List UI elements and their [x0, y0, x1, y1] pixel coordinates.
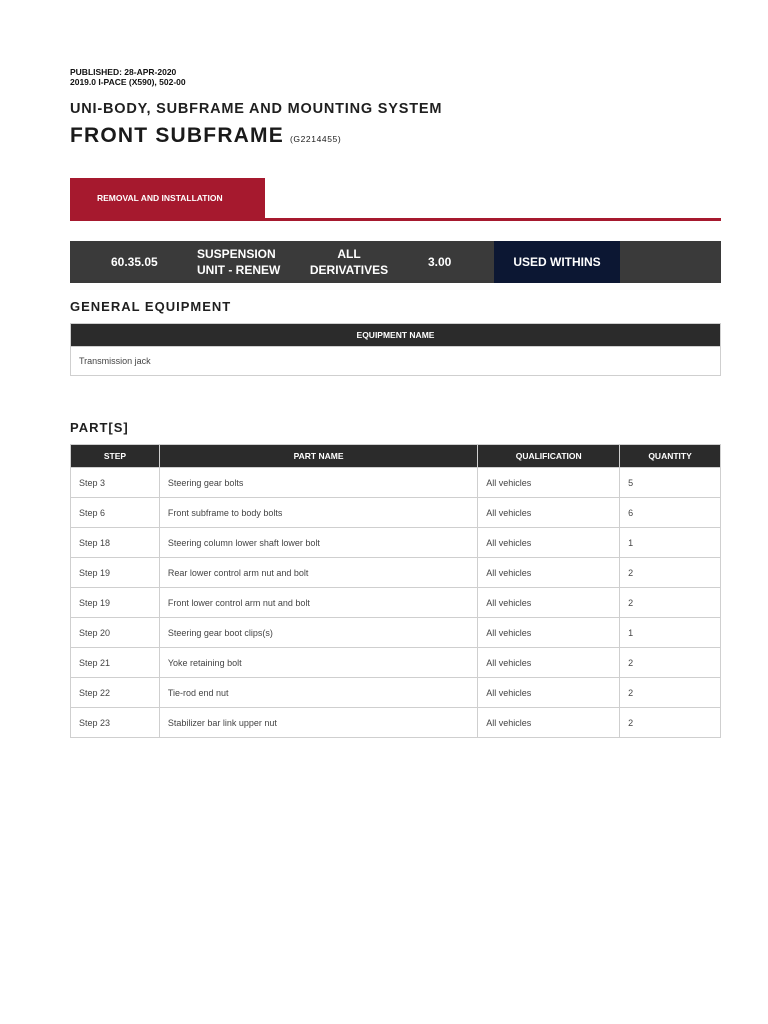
operation-bar [70, 241, 721, 283]
table-row [71, 648, 721, 678]
operation-deriv-line2: DERIVATIVES [309, 263, 389, 277]
part-name-cell: Front lower control arm nut and bolt [159, 588, 477, 618]
tab-underline [70, 218, 721, 221]
table-row [71, 588, 721, 618]
step-cell: Step 21 [71, 648, 160, 678]
step-cell: Step 18 [71, 528, 160, 558]
operation-deriv-line1: ALL [337, 247, 361, 261]
qualification-cell: All vehicles [478, 498, 620, 528]
equipment-table [70, 323, 721, 376]
quantity-cell: 2 [620, 708, 721, 738]
quantity-cell: 5 [620, 468, 721, 498]
qualification-cell: All vehicles [478, 618, 620, 648]
tab-removal-installation[interactable]: REMOVAL AND INSTALLATION [70, 178, 265, 218]
operation-code: 60.35.05 [111, 255, 158, 269]
part-name-cell: Stabilizer bar link upper nut [159, 708, 477, 738]
table-row [71, 498, 721, 528]
quantity-cell: 2 [620, 648, 721, 678]
step-cell: Step 23 [71, 708, 160, 738]
quantity-column-header: QUANTITY [620, 445, 721, 468]
qualification-column-header: QUALIFICATION [478, 445, 620, 468]
general-equipment-heading: GENERAL EQUIPMENT [70, 299, 232, 314]
part-name-cell: Rear lower control arm nut and bolt [159, 558, 477, 588]
parts-heading: PART[S] [70, 420, 129, 435]
table-row [71, 708, 721, 738]
operation-time: 3.00 [428, 255, 452, 269]
section-title: UNI-BODY, SUBFRAME AND MOUNTING SYSTEM [70, 101, 443, 117]
step-cell: Step 19 [71, 558, 160, 588]
part-name-cell: Steering column lower shaft lower bolt [159, 528, 477, 558]
step-cell: Step 20 [71, 618, 160, 648]
step-cell: Step 6 [71, 498, 160, 528]
table-row [71, 678, 721, 708]
step-cell: Step 3 [71, 468, 160, 498]
part-name-cell: Front subframe to body bolts [159, 498, 477, 528]
operation-name [197, 241, 297, 283]
part-name-column-header: PART NAME [159, 445, 477, 468]
qualification-cell: All vehicles [478, 588, 620, 618]
quantity-cell: 2 [620, 588, 721, 618]
part-name-cell: Steering gear boot clips(s) [159, 618, 477, 648]
part-name-cell: Tie-rod end nut [159, 678, 477, 708]
operation-derivatives [299, 241, 399, 283]
table-row [71, 528, 721, 558]
page-title-text: FRONT SUBFRAME [70, 124, 284, 147]
qualification-cell: All vehicles [478, 468, 620, 498]
qualification-cell: All vehicles [478, 678, 620, 708]
quantity-cell: 1 [620, 528, 721, 558]
quantity-cell: 2 [620, 678, 721, 708]
qualification-cell: All vehicles [478, 648, 620, 678]
table-row [71, 468, 721, 498]
page-title [70, 124, 341, 148]
operation-name-line1: SUSPENSION [197, 247, 276, 261]
quantity-cell: 6 [620, 498, 721, 528]
used-withins-button[interactable]: USED WITHINS [494, 241, 620, 283]
parts-table-body [71, 468, 721, 738]
operation-name-line2: UNIT - RENEW [197, 263, 281, 277]
publication-meta [70, 67, 186, 87]
qualification-cell: All vehicles [478, 558, 620, 588]
qualification-cell: All vehicles [478, 708, 620, 738]
parts-table [70, 444, 721, 738]
step-cell: Step 19 [71, 588, 160, 618]
equipment-name-cell: Transmission jack [71, 347, 721, 376]
model-info: 2019.0 I-PACE (X590), 502-00 [70, 77, 186, 87]
part-name-cell: Steering gear bolts [159, 468, 477, 498]
step-column-header: STEP [71, 445, 160, 468]
step-cell: Step 22 [71, 678, 160, 708]
table-row [71, 618, 721, 648]
quantity-cell: 2 [620, 558, 721, 588]
equipment-name-header: EQUIPMENT NAME [71, 324, 721, 347]
quantity-cell: 1 [620, 618, 721, 648]
part-name-cell: Yoke retaining bolt [159, 648, 477, 678]
table-row [71, 347, 721, 376]
document-code: (G2214455) [289, 134, 342, 144]
published-date: PUBLISHED: 28-APR-2020 [70, 67, 177, 77]
table-row [71, 558, 721, 588]
qualification-cell: All vehicles [478, 528, 620, 558]
